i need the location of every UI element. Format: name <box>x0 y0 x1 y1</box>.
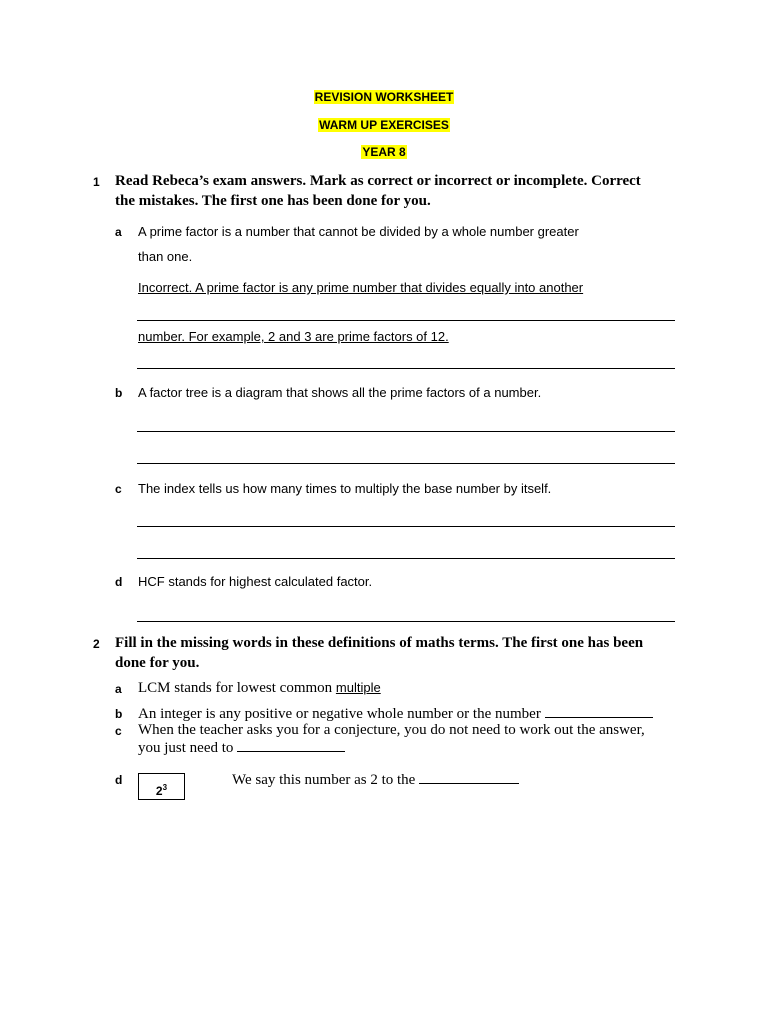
worksheet-subtitle: WARM UP EXERCISES <box>319 118 449 132</box>
q2b-letter: b <box>115 707 123 721</box>
q2d-row <box>232 771 519 789</box>
year-label: YEAR 8 <box>362 145 406 159</box>
power-exponent: 3 <box>162 783 168 792</box>
q2b-statement: An integer is any positive or negative whole number or the number <box>138 706 541 722</box>
question-2-text-line1: Fill in the missing words in these definitions of maths terms. The first one has been <box>115 635 644 651</box>
q1a-answer-line2: number. For example, 2 and 3 are prime factors of 12. <box>138 329 449 344</box>
question-1-number: 1 <box>93 175 100 189</box>
worksheet-title: REVISION WORKSHEET <box>314 90 454 104</box>
subtitle-row <box>0 116 768 134</box>
q2d-letter: d <box>115 773 123 787</box>
power-base: 2 <box>155 784 163 798</box>
q1a-statement-line1: A prime factor is a number that cannot be divided by a whole number greater <box>138 224 579 239</box>
q2a-letter: a <box>115 682 122 696</box>
question-2-number: 2 <box>93 637 100 651</box>
question-1-text-line1: Read Rebeca’s exam answers. Mark as correct or incorrect or incomplete. Correct <box>115 173 641 189</box>
q1a-answer-rule-2 <box>137 368 675 369</box>
q1c-answer-line-1[interactable] <box>137 526 675 527</box>
q1b-letter: b <box>115 386 123 400</box>
question-2-text <box>115 633 643 673</box>
q2a-answer: multiple <box>335 680 381 695</box>
q1b-answer-line-2[interactable] <box>137 463 675 464</box>
q2d-answer-blank[interactable] <box>419 771 519 784</box>
q2a-statement: LCM stands for lowest common <box>138 680 336 696</box>
q2c-letter: c <box>115 724 122 738</box>
question-1-text-line2: the mistakes. The first one has been done for you. <box>115 193 431 209</box>
question-2-text-line2: done for you. <box>115 655 200 671</box>
q1b-statement: A factor tree is a diagram that shows all the prime factors of a number. <box>138 385 542 400</box>
q2c-statement-line2: you just need to <box>138 740 234 756</box>
q2b-row <box>138 705 653 723</box>
power-expression-box <box>138 773 185 800</box>
q2c-row-2 <box>138 739 345 757</box>
q2c-statement-line1: When the teacher asks you for a conjecture, you do not need to work out the answer, <box>138 722 645 738</box>
q1c-answer-line-2[interactable] <box>137 558 675 559</box>
q1c-letter: c <box>115 482 122 496</box>
q2a-row <box>138 680 381 697</box>
q2c-answer-blank[interactable] <box>237 739 345 752</box>
q1a-answer-line1: Incorrect. A prime factor is any prime number that divides equally into another <box>138 280 584 295</box>
q2c-row-1 <box>138 722 645 739</box>
q2b-answer-blank[interactable] <box>545 705 653 718</box>
q2d-statement: We say this number as 2 to the <box>232 772 416 788</box>
q1a-answer-rule-1 <box>137 320 675 321</box>
q1d-answer-line-1[interactable] <box>137 621 675 622</box>
question-1-text <box>115 171 641 211</box>
q1a-statement-line2: than one. <box>138 249 193 264</box>
q1a-letter: a <box>115 225 122 239</box>
q1b-answer-line-1[interactable] <box>137 431 675 432</box>
q1d-statement: HCF stands for highest calculated factor. <box>138 574 373 589</box>
q1d-letter: d <box>115 575 123 589</box>
worksheet-title-row <box>0 88 768 106</box>
q1c-statement: The index tells us how many times to multiply the base number by itself. <box>138 481 552 496</box>
year-row <box>0 143 768 161</box>
